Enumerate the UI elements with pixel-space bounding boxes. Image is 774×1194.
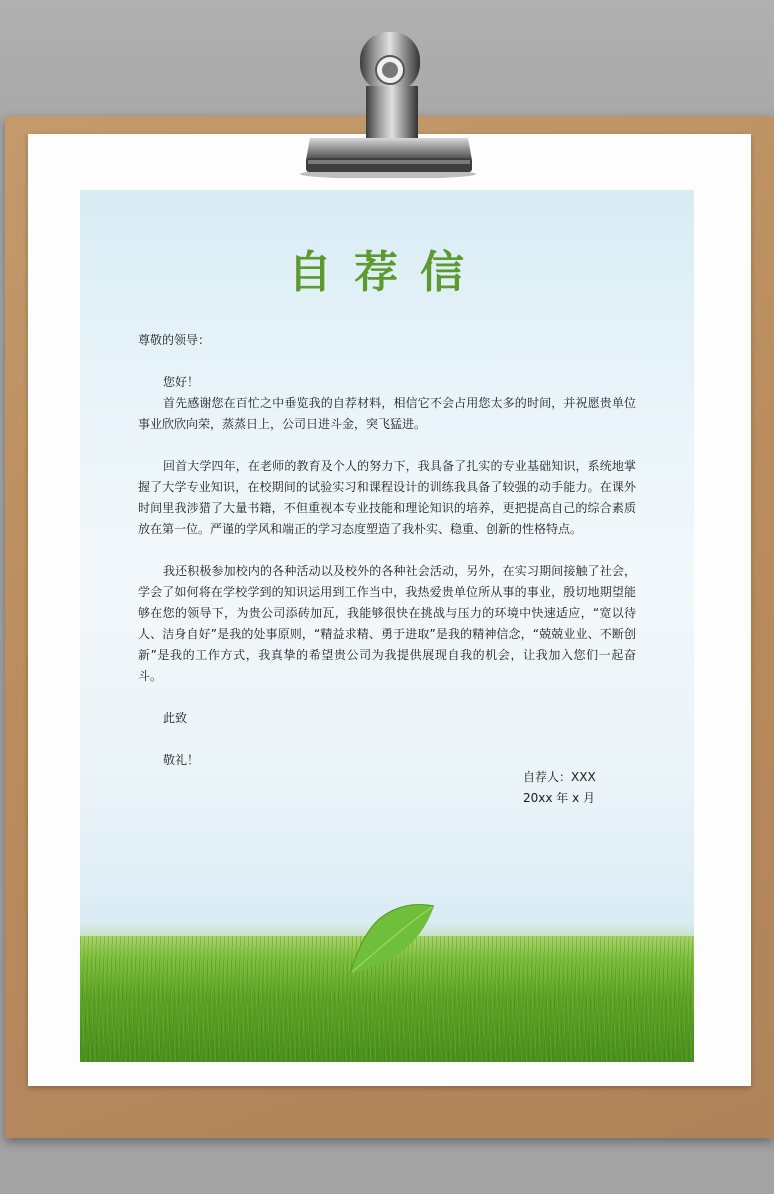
letter-body — [138, 330, 636, 771]
signer: 自荐人：XXX — [523, 770, 596, 784]
binder-clip-icon — [296, 26, 478, 178]
signature-block — [523, 767, 596, 809]
letter-title: 自荐信 — [288, 247, 486, 298]
leaf-icon — [342, 896, 438, 976]
paragraph-3: 我还积极参加校内的各种活动以及校外的各种社会活动，另外，在实习期间接触了社会，学会了如何将在学校学到的知识运用到工作当中，我热爱贵单位所从事的事业，殷切地期望能够在您的领导下，为贵公司添砖加瓦，我能够很快在挑战与压力的环境中快速适应，“宽以待人、洁身自好”是我的处事原则，“精益求精、勇于进取”是我的精神信念，“兢兢业业、不断创新”是我的工作方式，我真挚的希望贵公司为我提供展现自我的机会，让我加入您们一起奋斗。 — [138, 564, 636, 683]
letter-sheet — [80, 190, 694, 1062]
salutation: 尊敬的领导： — [138, 333, 211, 347]
closing-2: 敬礼！ — [163, 753, 200, 767]
paragraph-2: 回首大学四年，在老师的教育及个人的努力下，我具备了扎实的专业基础知识，系统地掌握了大学专业知识，在校期间的试验实习和课程设计的训练我具备了较强的动手能力。在课外时间里我涉猎了大量书籍，不但重视本专业技能和理论知识的培养，更把提高自己的综合素质放在第一位。严谨的学风和端正的学习态度塑造了我朴实、稳重、创新的性格特点。 — [138, 459, 636, 536]
paragraph-1: 首先感谢您在百忙之中垂览我的自荐材料，相信它不会占用您太多的时间，并祝愿贵单位事业欣欣向荣，蒸蒸日上，公司日进斗金，突飞猛进。 — [138, 396, 636, 431]
closing-1: 此致 — [163, 711, 188, 725]
greeting: 您好！ — [163, 375, 200, 389]
date: 20xx 年 x 月 — [523, 791, 596, 805]
